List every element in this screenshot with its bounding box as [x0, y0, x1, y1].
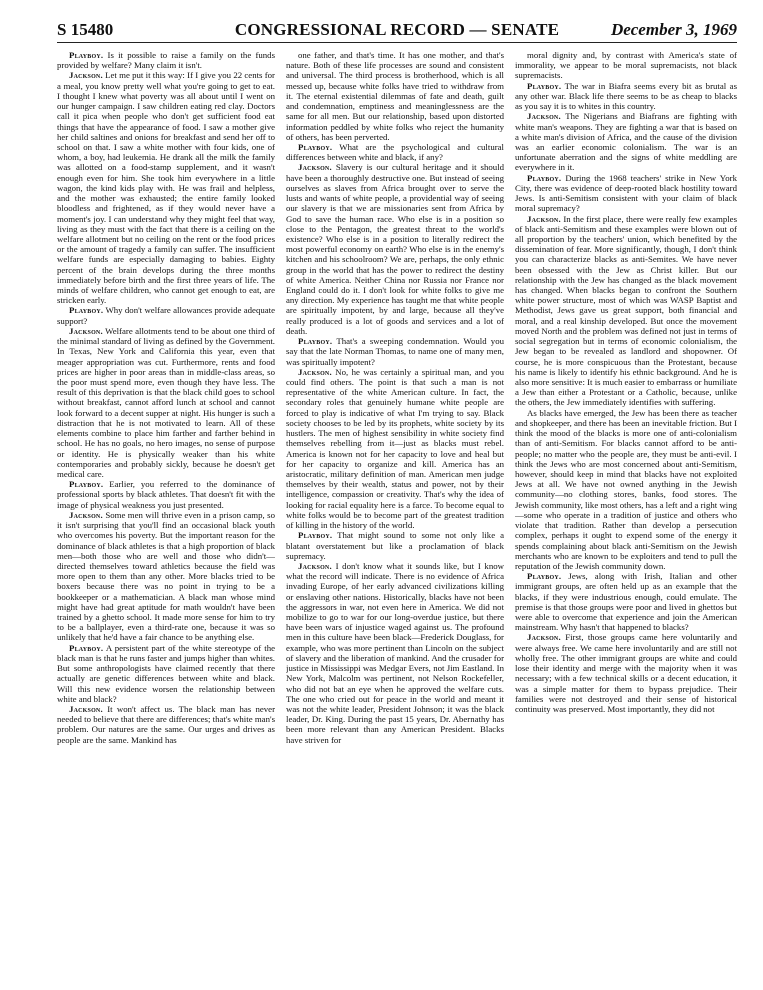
- paragraph: [515, 214, 737, 408]
- paragraph: [57, 70, 275, 305]
- speaker-label: Playboy.: [69, 50, 104, 60]
- paragraph: [57, 643, 275, 704]
- paragraph-text: What are the psychological and cultural differences between white and black, if any?: [286, 141, 504, 163]
- speaker-label: Jackson.: [69, 325, 103, 336]
- paragraph-text: I don't know what it sounds like, but I know what the record will indicate. There is no evidence of Africa invading Europe, of her early advanced civilizations killing or enslaving other nations. Historically, blacks have not been the aggressors in war, not even here in America. We did not mobilize to go to war for our long-overdue justice, but there have been wars of injustice waged against us. The profound men in this culture have been black—Frederick Douglass, for example, who was more pertinent than Lincoln on the subject of slavery and the liberation of mankind. And the crusader for justice in Mississippi was Medgar Evers, not Jim Eastland. In New York, Malcolm was pertinent, not Nelson Rockefeller, who did not bat an eye when he approved the welfare cuts. The one who cried out for peace in the world and meant it was not the white leader, President Johnson; it was the black leader, Dr. King. During the past 15 years, Dr. Abernathy has been more relevant than any American President. Blacks have striven for: [286, 560, 504, 745]
- paragraph-text: Let me put it this way: If I give you 22 cents for a meal, you know pretty well what you're going to get to eat. I thought I knew what poverty was all about until I went on our hunger campaign. I saw children eating red clay. Doctors call it pica when people who don't get sufficient food eat things that have the appearance of food. I saw a mother give her child saltines and onions for breakfast and send her off to school on that. I saw a white mother with four kids, one of whom, a boy, had leukemia. He drank all the milk the family was allotted on a food-stamp supplement, and it wasn't enough even for him. She took him everywhere in a little wagon, the kind kids play with. He was frail and helpless, and the mother was exhausted; the entire family looked bloodless and frightened, as if they would never have a moment's joy. I can understand why they might feel that way, living as they must with the fact that there is a ceiling on the welfare allotment but no ceiling on the rent or the food prices or the amount of tragedy a family can suffer. The insufficient welfare funds are especially damaging to babies. Eighty percent of the brain develops during the three months immediately before birth and the first three years of life. The minds of welfare children, who cannot get enough to eat, are stricken early.: [57, 70, 275, 306]
- speaker-label: Playboy.: [298, 336, 333, 347]
- paragraph: [286, 162, 504, 336]
- page-header: [57, 12, 737, 46]
- paragraph: [286, 336, 504, 367]
- speaker-label: Jackson.: [298, 366, 332, 377]
- paragraph: [515, 111, 737, 172]
- paragraph: [286, 50, 504, 142]
- paragraph: [57, 704, 275, 745]
- paragraph-text: Why don't welfare allowances provide adequate support?: [57, 305, 275, 326]
- publication-title: CONGRESSIONAL RECORD — SENATE: [234, 20, 560, 39]
- speaker-label: Jackson.: [527, 111, 561, 122]
- speaker-label: Jackson.: [69, 70, 103, 81]
- page-number: S 15480: [57, 20, 114, 39]
- speaker-label: Jackson.: [298, 162, 332, 173]
- speaker-label: Playboy.: [69, 479, 104, 490]
- paragraph-text: No, he was certainly a spiritual man, and you could find others. The point is that such a man is not representative of the white American culture. In fact, the secondary roles that genuinely humane white people are forced to play is indicative of what I'm trying to say. Black society chooses to be led by its prophets, white society by its hustlers. The men of highest sensibility in white society find themselves rebelling from it—just as blacks must rebel. America is known not for her capacity to love and heal but for her capacity to organize and kill. America has an aristocratic, military definition of man. American men judge themselves by their wealth, status and power, not by their intelligence, compassion or creativity. That's why the idea of looking for racial equality here is a farce. To become equal to white folks would be to become part of the greatest tradition of killing in the history of the world.: [286, 366, 504, 531]
- speaker-label: Playboy.: [298, 141, 333, 152]
- paragraph: [515, 571, 737, 632]
- header-rule: [57, 42, 737, 43]
- paragraph-text: A persistent part of the white stereotype of the black man is that he runs faster and jumps higher than whites. But some anthropologists have claimed recently that there actually are genetic differences between white and black. Will this new evidence worsen the relationship between white and black?: [57, 642, 275, 704]
- speaker-label: Playboy.: [69, 642, 104, 653]
- speaker-label: Playboy.: [298, 530, 333, 541]
- text-column-1: [57, 50, 275, 982]
- paragraph-text: Is it possible to raise a family on the funds provided by welfare? Many claim it isn't.: [57, 50, 275, 71]
- paragraph: [286, 142, 504, 162]
- paragraph-text: The war in Biafra seems every bit as brutal as any other war. Black life there seems to be as cheap to blacks as you say it is to whites in this country.: [515, 80, 737, 112]
- paragraph-text: Welfare allotments tend to be about one third of the minimal standard of living as defined by the Government. In Texas, New York and California this year, even that meager appropriation was cut. Furthermore, rents and food prices are higher in poor areas than in middle-class areas, so the poor must spend more, even though they have less. The result of this deprivation is that the black child goes to school without breakfast, cannot afford lunch at school and cannot look forward to a decent supper at night. His hunger is such a distraction that he is not motivated to learn. All of these elements combine to place him farther and farther behind in school. He has no goals, no hero images, no sense of purpose or identity. He is physically weaker than his white contemporaries and probably sickly, because he doesn't get medical care.: [57, 325, 275, 479]
- paragraph-text: one father, and that's time. It has one mother, and that's nature. Both of these life processes are sound and consistent and universal. The third process is brotherhood, which is all messed up, because white folks have tried to withdraw from it. The eternal existential dilemmas of fate and death, guilt and condemnation, emptiness and meaninglessness are the same for all men. But our relationship, based upon distorted information peddled by white folks who reject the humanity of others, has been perverted.: [286, 50, 504, 142]
- paragraph-text: Slavery is our cultural heritage and it should have been a thoroughly destructive one. But instead of seeing ourselves as slaves from Africa brought over to serve the lusts and wants of white people, a providential way of seeing our slavery is that we are missionaries sent from Africa by God to save the human race. Who else is in a position so close to the Pentagon, the greatest threat to the world's existence? Who else is in a position to literally redirect the most powerful economy on earth? Who else is in the enemy's kitchen and his schoolroom? We are, perhaps, the only ethnic group in the world that has the power to redirect the destiny of white America. Neither China nor Russia nor France nor England could do it. I don't look for white folks to give me any direction. My experience has taught me that white people are spiritually impotent, by and large, because all they've really produced is a lot of goods and services and a lot of death.: [286, 162, 504, 336]
- paragraph: [515, 50, 737, 81]
- paragraph: [57, 510, 275, 643]
- paragraph: [515, 81, 737, 112]
- paragraph-text: That might sound to some not only like a blatant overstatement but like a proclamation of black supremacy.: [286, 530, 504, 561]
- paragraph: [57, 50, 275, 70]
- paragraph-text: Earlier, you referred to the dominance of professional sports by black athletes. That doesn't fit with the image of physical weakness you just presented.: [57, 479, 275, 510]
- paragraph-text: During the 1968 teachers' strike in New York City, there was evidence of deep-rooted black hostility toward Jews. Is anti-Semitism consistent with your claim of black moral supremacy?: [515, 172, 737, 214]
- speaker-label: Playboy.: [69, 305, 104, 316]
- paragraph-text: It won't affect us. The black man has never needed to believe that there are differences; that's white man's problem. Our natures are the same. Our urges and drives as people are the same. Mankind has: [57, 704, 275, 745]
- paragraph: [515, 632, 737, 714]
- speaker-label: Playboy.: [527, 172, 562, 183]
- issue-date: December 3, 1969: [610, 20, 737, 39]
- paragraph-text: First, those groups came here voluntarily and were always free. We came here involuntarily and are still not wholly free. The other immigrant groups are white and could lose their identity and merge with the majority when it was necessary; with a few technical skills or a decent education, it was a simple matter for them to bypass prejudice. Their families were not destroyed and their sense of historical continuity was preserved. Most importantly, they did not: [515, 632, 737, 714]
- speaker-label: Jackson.: [527, 632, 561, 643]
- speaker-label: Jackson.: [298, 560, 332, 571]
- paragraph-text: That's a sweeping condemnation. Would you say that the late Norman Thomas, to name one of many men, was spiritually impotent?: [286, 336, 504, 367]
- paragraph: [57, 305, 275, 325]
- paragraph-text: The Nigerians and Biafrans are fighting with white man's weapons. They are fighting a war that is based on a white man's division of Africa, and the cause of the division was an earlier economic colonialism. The war is an unfortunate aberration and the signs of white meddling are everywhere in it.: [515, 111, 737, 173]
- paragraph: [286, 367, 504, 531]
- paragraph-text: Jews, along with Irish, Italian and other immigrant groups, are often held up as an example that the blacks, if they were industrious enough, could emulate. The premise is that those groups were poor and lived in ghettos but were able to overcome that experience and join the American mainstream. Why hasn't that happened to blacks?: [515, 571, 737, 633]
- paragraph: [57, 479, 275, 510]
- speaker-label: Jackson.: [527, 213, 561, 224]
- paragraph-text: Some men will thrive even in a prison camp, so it isn't surprising that you'll find an occasional black youth who overcomes his poverty. But the important reason for the dominance of black athletes is that a high proportion of black men—both those who are well and those who didn't—directed themselves toward athletics because the field was more open to them than any other. More blacks tried to be boxers because there was no point in trying to be a bookkeeper or a mathematician. A black man whose mind might have had great aptitude for math wouldn't have been trained by a ghetto school. It made more sense for him to try to be a ballplayer, even a third-rate one, because it was so unlikely that he'd have a fair chance to be anything else.: [57, 509, 275, 643]
- paragraph-text: As blacks have emerged, the Jew has been there as teacher and shopkeeper, and there has been an inevitable friction. But I think the mood of the blacks is more one of anti-colonialism than of anti-Semitism. For blacks cannot afford to be anti-people; no matter who the people are, they must be anti-evil. I think the Jews who are most concerned about anti-Semitism, however, should keep in mind that blacks have not exploited Jews at all. We have not owned anything in the Jewish community—no clothing stores, banks, food stores. The Jewish community, like most others, has a left and a right wing—some who operate in a tradition of justice and others who violate that tradition. Rather than develop a persecution complex, perhaps it ought to expend some of the energy it spends complaining about black anti-Semitism on the Jewish merchants who are known to be exploiters and tend to pull the reputation of the Jewish community down.: [515, 407, 737, 571]
- paragraph-text: In the first place, there were really few examples of black anti-Semitism and these examples were blown out of all proportion by the teachers' union, which benefited by the dissemination of fear. More significantly, though, I don't think you can characterize blacks as anti-Semites. We have never been obsessed with the Jew as Christ killer. But our relationship with the Jew has changed as the black movement has changed. When blacks began to confront the Southern white power structure, most of which was WASP Baptist and Methodist, Jews gave us great support, both financial and moral, and a real kinship developed. But once the movement moved North and the problem was defined not just in terms of social segregation but in terms of economic colonialism, the Jew began to be revealed as landlord and shopowner. Of course, he is more conspicuous than the Protestant, because his name is likely to identify his ethnic background. And he is also more sensitive: It is much easier to embarrass or humiliate a Jew than either a Protestant or a Catholic, because, unlike the others, the Jew immediately identifies with suffering.: [515, 213, 737, 408]
- text-column-3: [515, 50, 737, 982]
- paragraph-text: moral dignity and, by contrast with America's state of immorality, we appear to be moral supremacists, not black supremacists.: [515, 50, 737, 81]
- paragraph: [515, 173, 737, 214]
- paragraph: [57, 326, 275, 479]
- paragraph: [286, 561, 504, 745]
- speaker-label: Playboy.: [527, 571, 562, 582]
- speaker-label: Playboy.: [527, 80, 562, 91]
- text-column-2: [286, 50, 504, 982]
- paragraph: [515, 408, 737, 572]
- speaker-label: Jackson.: [69, 704, 103, 714]
- speaker-label: Jackson.: [69, 509, 103, 520]
- paragraph: [286, 530, 504, 561]
